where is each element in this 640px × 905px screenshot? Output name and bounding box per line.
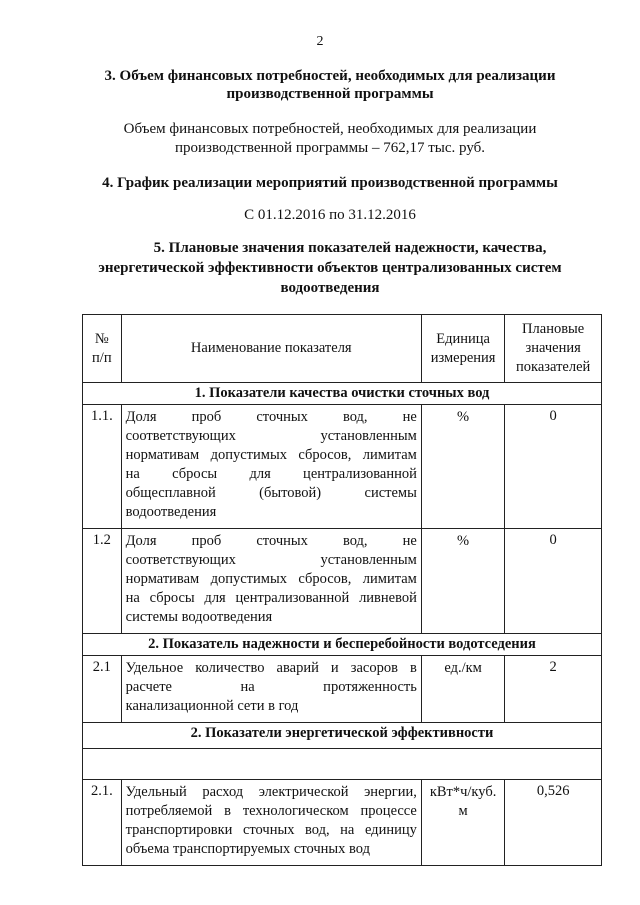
empty-row [83, 749, 602, 780]
section4-period: С 01.12.2016 по 31.12.2016 [244, 207, 416, 223]
row-unit: ед./км [421, 656, 504, 723]
row-unit: % [421, 529, 504, 634]
table-row [83, 405, 602, 529]
row-name-line: на сбросы для централизованной ливневой [125, 590, 417, 606]
row-name-line: нормативам допустимых сбросов, лимитам [125, 447, 417, 463]
row-name-line: соответствующих установленным [125, 552, 417, 568]
table-row [83, 529, 602, 634]
row-name-line: расчете на протяженность [125, 679, 417, 695]
row-num: 1.1. [83, 405, 122, 529]
indicators-table [82, 314, 602, 866]
header-unit-line: измерения [430, 349, 496, 366]
section5-heading [60, 238, 600, 298]
row-name [121, 405, 421, 529]
header-value-line: значения [525, 340, 581, 356]
table-row [83, 780, 602, 866]
section3-heading [60, 67, 600, 103]
header-value-line: Плановые [522, 321, 585, 337]
row-unit-line: кВт*ч/куб. [429, 784, 497, 800]
header-name: Наименование показателя [121, 315, 421, 383]
row-value: 2 [505, 656, 602, 723]
table-header-row [83, 315, 602, 383]
group-row [83, 634, 602, 656]
row-num: 1.2 [83, 529, 122, 634]
row-name-line: потребляемой в технологическом процессе [125, 803, 417, 819]
section3-heading-line: производственной программы [226, 86, 434, 102]
section5-heading-line: водоотведения [280, 280, 380, 296]
group-row [83, 383, 602, 405]
table-row [83, 656, 602, 723]
row-name-line: системы водоотведения [125, 609, 273, 625]
section3-text-line: Объем финансовых потребностей, необходимых для реализации [123, 121, 537, 137]
row-name-line: соответствующих установленным [125, 428, 417, 444]
section3-text [60, 120, 600, 158]
row-name-line: водоотведения [125, 504, 217, 520]
section5-heading-line: энергетической эффективности объектов централизованных систем [98, 260, 562, 276]
section3-text-line: производственной программы – 762,17 тыс. руб. [174, 140, 486, 156]
row-unit [421, 780, 504, 866]
group-title: 2. Показатель надежности и бесперебойности водотседения [83, 634, 602, 656]
row-name-line: общесплавной (бытовой) системы [125, 485, 417, 501]
header-unit-line: Единица [436, 330, 490, 347]
empty-cell [83, 749, 602, 780]
row-name-line: транспортировки сточных вод, на единицу [125, 822, 417, 838]
header-num-line: п/п [92, 349, 112, 366]
row-value: 0 [505, 529, 602, 634]
row-name-line: объема транспортируемых сточных вод [125, 841, 370, 857]
header-value-line: показателей [516, 359, 591, 375]
header-value [505, 315, 602, 383]
section4-heading: 4. График реализации мероприятий производственной программы [102, 175, 558, 191]
section5-heading-line: 5. Плановые значения показателей надежности, качества, [153, 240, 547, 256]
row-name-line: Доля проб сточных вод, не [125, 409, 417, 425]
row-unit: % [421, 405, 504, 529]
header-num [83, 315, 122, 383]
row-name [121, 529, 421, 634]
row-num: 2.1. [83, 780, 122, 866]
row-name-line: на сбросы для централизованной [125, 466, 417, 482]
row-name-line: канализационной сети в год [125, 698, 299, 714]
row-name [121, 656, 421, 723]
row-name-line: нормативам допустимых сбросов, лимитам [125, 571, 417, 587]
row-name-line: Удельное количество аварий и засоров в [125, 660, 417, 676]
row-name-line: Доля проб сточных вод, не [125, 533, 417, 549]
header-unit [421, 315, 504, 383]
row-name-line: Удельный расход электрической энергии, [125, 784, 417, 800]
row-num: 2.1 [83, 656, 122, 723]
row-value: 0 [505, 405, 602, 529]
row-value: 0,526 [505, 780, 602, 866]
row-unit-line: м [458, 803, 468, 819]
section3-heading-line: 3. Объем финансовых потребностей, необходимых для реализации [104, 68, 556, 84]
group-title: 2. Показатели энергетической эффективности [83, 723, 602, 749]
group-row [83, 723, 602, 749]
header-num-line: № [94, 330, 109, 347]
page-number: 2 [316, 34, 324, 49]
row-name [121, 780, 421, 866]
group-title: 1. Показатели качества очистки сточных вод [83, 383, 602, 405]
